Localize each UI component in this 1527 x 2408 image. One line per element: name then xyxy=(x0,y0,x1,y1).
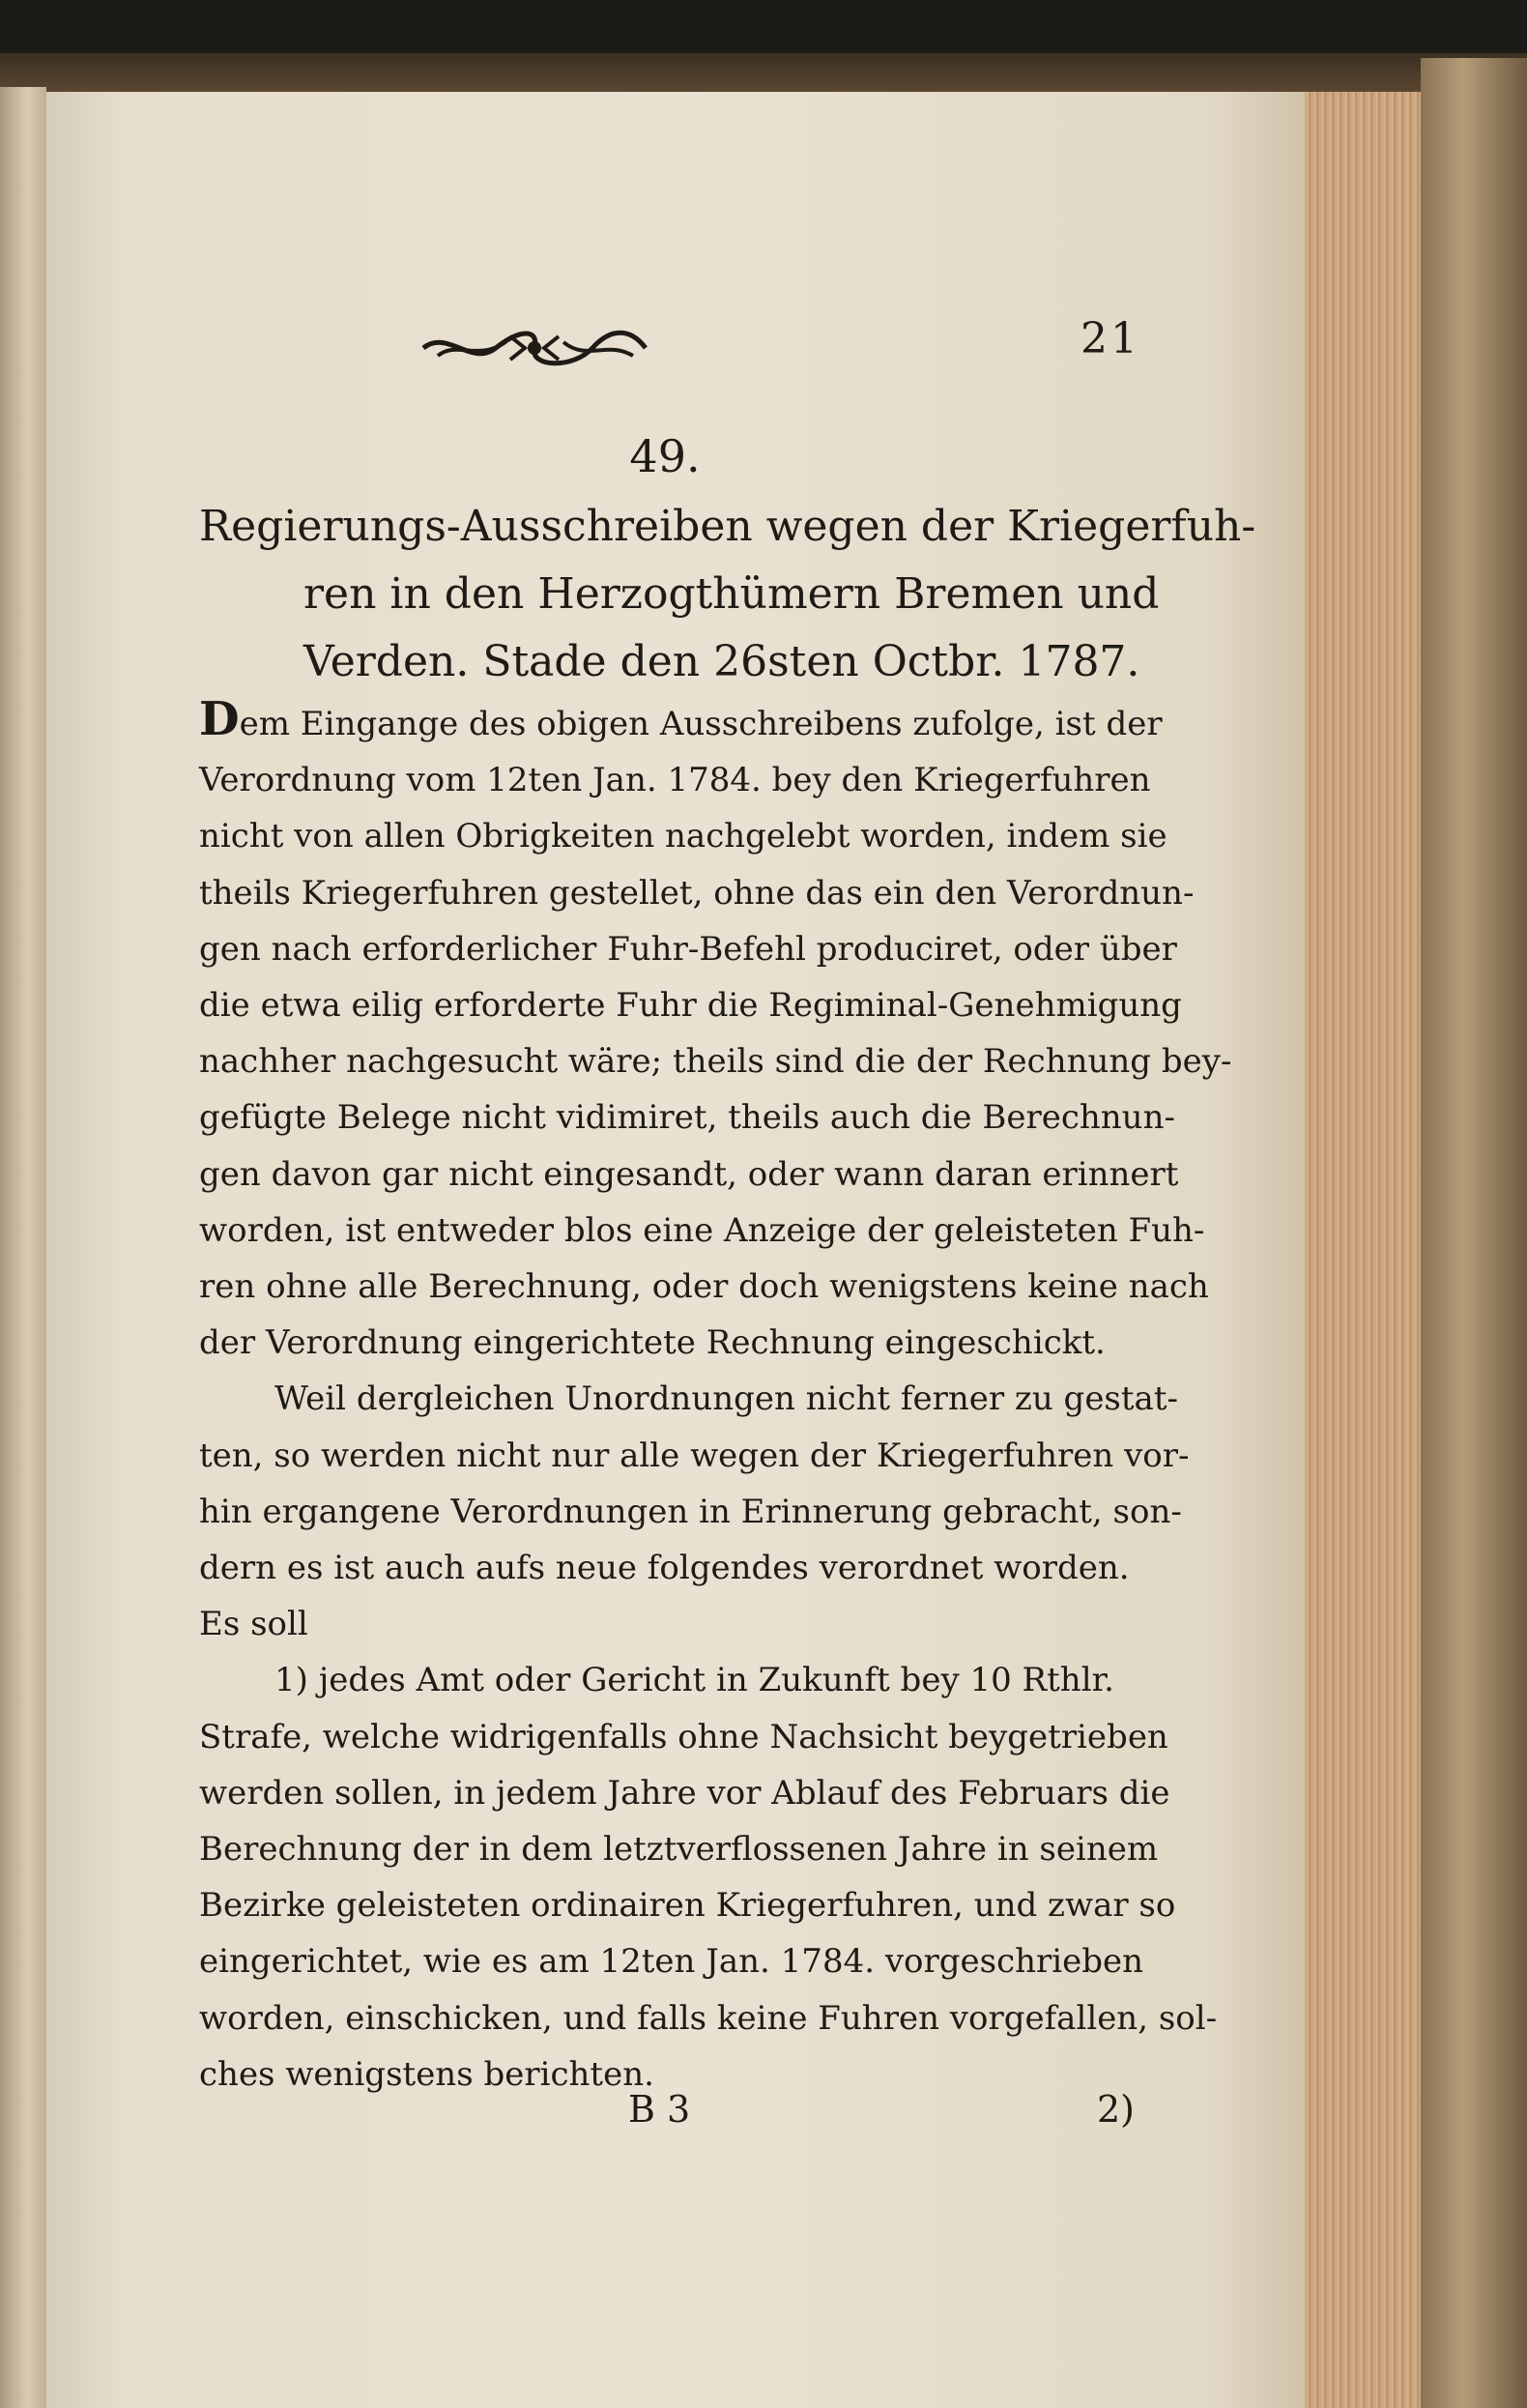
text-line: der Verordnung eingerichtete Rechnung eingeschickt. xyxy=(199,1323,1106,1363)
text-line: hin ergangene Verordnungen in Erinnerung gebracht, son- xyxy=(199,1492,1182,1531)
text-line: Bezirke geleisteten ordinairen Kriegerfuhren, und zwar so xyxy=(199,1886,1176,1926)
title-line: Regierungs-Ausschreiben wegen der Kriegerfuh- xyxy=(199,502,1256,551)
text-line: Weil dergleichen Unordnungen nicht ferner zu gestat- xyxy=(274,1379,1178,1419)
catchword: 2) xyxy=(1097,2088,1136,2131)
text-line-content: em Eingange des obigen Ausschreibens zufolge, ist der xyxy=(239,705,1163,743)
left-page-edge xyxy=(0,87,46,2408)
section-number: 49. xyxy=(629,430,701,482)
text-line: die etwa eilig erforderte Fuhr die Regiminal-Genehmigung xyxy=(199,986,1182,1026)
text-line: worden, einschicken, und falls keine Fuhren vorgefallen, sol- xyxy=(199,1998,1218,2038)
text-line: Berechnung der in dem letztverflossenen Jahre in seinem xyxy=(199,1830,1159,1870)
text-line: ten, so werden nicht nur alle wegen der Kriegerfuhren vor- xyxy=(199,1436,1190,1475)
text-line: Es soll xyxy=(199,1605,308,1644)
text-line: ches wenigstens berichten. xyxy=(199,2054,654,2094)
text-line: 1) jedes Amt oder Gericht in Zukunft bey 10 Rthlr. xyxy=(274,1661,1114,1700)
drop-cap: D xyxy=(199,692,240,746)
text-line: gefügte Belege nicht vidimiret, theils auch die Berechnun- xyxy=(199,1098,1175,1138)
decree-title xyxy=(199,493,1256,696)
text-line: dern es ist auch aufs neue folgendes verordnet worden. xyxy=(199,1549,1130,1588)
body-text xyxy=(199,691,1232,2103)
text-line: Strafe, welche widrigenfalls ohne Nachsicht beygetrieben xyxy=(199,1717,1168,1756)
text-line: nicht von allen Obrigkeiten nachgelebt worden, indem sie xyxy=(199,817,1167,856)
fore-edge xyxy=(1305,92,1421,2408)
title-line: ren in den Herzogthümern Bremen und xyxy=(303,569,1160,619)
signature-mark: B 3 xyxy=(628,2088,691,2131)
text-line: theils Kriegerfuhren gestellet, ohne das ein den Verordnun- xyxy=(199,873,1195,913)
page-footer xyxy=(182,2088,1148,2146)
printer-ornament-icon xyxy=(418,319,650,377)
title-line: Verden. Stade den 26sten Octbr. 1787. xyxy=(303,637,1140,686)
text-line: gen nach erforderlicher Fuhr-Befehl produciret, oder über xyxy=(199,929,1177,969)
text-line: nachher nachgesucht wäre; theils sind die der Rechnung bey- xyxy=(199,1042,1232,1082)
book-page xyxy=(46,92,1312,2408)
text-line: worden, ist entweder blos eine Anzeige der geleisteten Fuh- xyxy=(199,1210,1205,1250)
text-line: gen davon gar nicht eingesandt, oder wann daran erinnert xyxy=(199,1154,1179,1194)
cover-edge xyxy=(1421,58,1527,2408)
text-line: ren ohne alle Berechnung, oder doch wenigstens keine nach xyxy=(199,1267,1209,1307)
text-line: eingerichtet, wie es am 12ten Jan. 1784. vorgeschrieben xyxy=(199,1942,1144,1982)
text-line xyxy=(199,691,1166,752)
text-line: werden sollen, in jedem Jahre vor Ablauf des Februars die xyxy=(199,1773,1170,1813)
page-number: 21 xyxy=(1080,314,1140,363)
text-line: Verordnung vom 12ten Jan. 1784. bey den Kriegerfuhren xyxy=(199,761,1151,800)
